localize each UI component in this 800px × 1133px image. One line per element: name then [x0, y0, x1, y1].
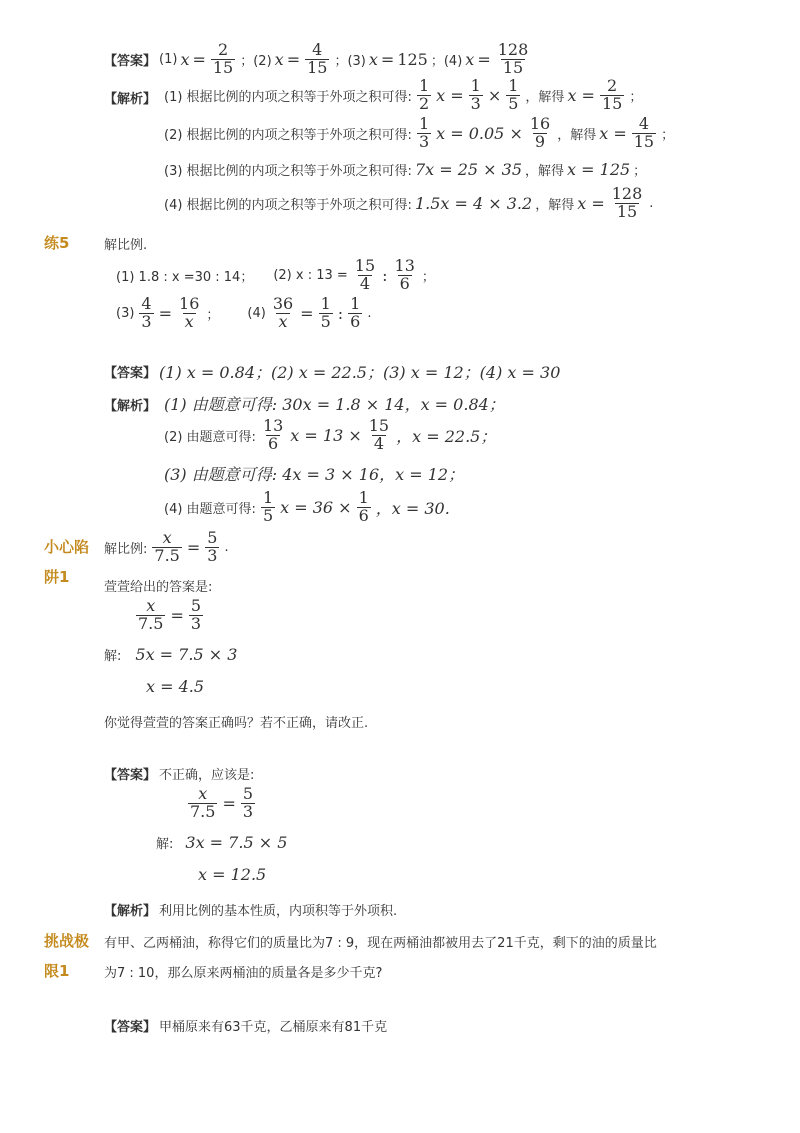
- part-label: (1): [159, 51, 178, 67]
- prompt: 解比例.: [104, 238, 148, 253]
- answer-tag: 【答案】: [104, 53, 157, 69]
- p5-answer-line: 【答案】 (1) x = 0.84；(2) x = 22.5；(3) x = 12；(4) x = 30: [104, 363, 561, 382]
- trap1-analysis-line: 【解析】 利用比例的基本性质，内项积等于外项积.: [104, 904, 398, 919]
- trap1-prompt: 解比例: $\frac{x}{7.5}$ = $\frac{5}{3}$ .: [104, 528, 229, 565]
- var-x: x: [180, 49, 190, 69]
- challenge1-question-line2: 为7 : 10，那么原来两桶油的质量各是多少千克?: [104, 966, 383, 981]
- section-label-trap1-line1: 小心陷: [44, 538, 90, 556]
- p5-analysis-3: (3) 由题意可得: 4x = 3 × 16，x = 12；: [164, 465, 465, 484]
- trap1-answer-line: 【答案】 不正确，应该是:: [104, 768, 255, 783]
- challenge1-answer-line: 【答案】 甲桶原来有63千克，乙桶原来有81千克: [104, 1020, 388, 1035]
- p5-analysis-1: (1) 由题意可得: 30x = 1.8 × 14，x = 0.84；: [164, 395, 505, 414]
- analysis-tag: 【解析】: [104, 92, 157, 107]
- p5-questions-row1: (1) 1.8 : x =30 : 14； (2) x : 13 = $\frac{15}{4}$ : $\frac{13}{6}$ ；: [116, 256, 435, 293]
- trap1-given: 萱萱给出的答案是:: [104, 580, 213, 595]
- p4-analysis-line-2: (2) 根据比例的内项之积等于外项之积可得: $\frac{1}{3}$ x = 0.05 × $\frac{16}{9}$ ，解得 x = $\frac{4}{15}$ ；: [164, 114, 675, 151]
- section-label-challenge1-line1: 挑战极: [44, 932, 90, 950]
- trap1-question: 你觉得萱萱的答案正确吗？若不正确，请改正.: [104, 716, 369, 731]
- trap1-given-step1: 解: 5x = 7.5 × 3: [104, 645, 238, 664]
- section-label-trap1-line2: 阱1: [44, 568, 70, 586]
- trap1-given-step2: x = 4.5: [146, 677, 205, 696]
- p5-questions-row2: (3) $\frac{4}{3}$ = $\frac{16}{x}$ ； (4) $\frac{36}{x}$ = $\frac{1}{5}$ : $\frac{1}{6}$ .: [116, 294, 372, 331]
- p5-analysis-4: (4) 由题意可得: $\frac{1}{5}$ x = 36 × $\frac{1}{6}$ ，x = 30.: [164, 488, 450, 525]
- analysis-tag: 【解析】: [104, 399, 157, 414]
- fraction: $\frac{128}{15}$: [497, 40, 529, 77]
- challenge1-question-line1: 有甲、乙两桶油，称得它们的质量比为7 : 9，现在两桶油都被用去了21千克，剩下的油的质量比: [104, 936, 657, 951]
- part-label: ；(3): [334, 53, 366, 69]
- trap1-correct-eq: $\frac{x}{7.5}$ = $\frac{5}{3}$: [190, 784, 254, 821]
- fraction: $\frac{2}{15}$: [212, 40, 234, 77]
- p4-analysis-line-4: (4) 根据比例的内项之积等于外项之积可得: 1.5x = 4 × 3.2 ，解得 x = $\frac{128}{15}$ .: [164, 184, 654, 221]
- part-label: ；(4): [430, 53, 463, 69]
- trap1-correct-step1: 解: 3x = 7.5 × 5: [156, 833, 288, 852]
- value: 125: [397, 49, 428, 69]
- p4-analysis-line-3: (3) 根据比例的内项之积等于外项之积可得: 7x = 25 × 35 ，解得 x = 125 ；: [164, 160, 647, 179]
- p4-answer-line: 【答案】 (1) x = $\frac{2}{15}$ ；(2) x = $\frac{4}{15}$ ；(3) x = 125 ；(4) x = $\frac{128}{15}$: [104, 40, 529, 77]
- p4-analysis-line-1: (1) 根据比例的内项之积等于外项之积可得: $\frac{1}{2}$ x = $\frac{1}{3}$ × $\frac{1}{5}$ ，解得 x = $\frac{2}{15}$ ；: [164, 76, 643, 113]
- section-label-practice5: 练5: [44, 234, 70, 252]
- section-label-challenge1-line2: 限1: [44, 962, 70, 980]
- fraction: $\frac{4}{15}$: [307, 40, 328, 77]
- trap1-correct-step2: x = 12.5: [198, 865, 267, 884]
- trap1-given-eq: $\frac{x}{7.5}$ = $\frac{5}{3}$: [138, 596, 202, 633]
- p5-analysis-2: (2) 由题意可得: $\frac{13}{6}$ x = 13 × $\frac{15}{4}$ ，x = 22.5；: [164, 416, 497, 453]
- part-label: ；(2): [240, 53, 272, 69]
